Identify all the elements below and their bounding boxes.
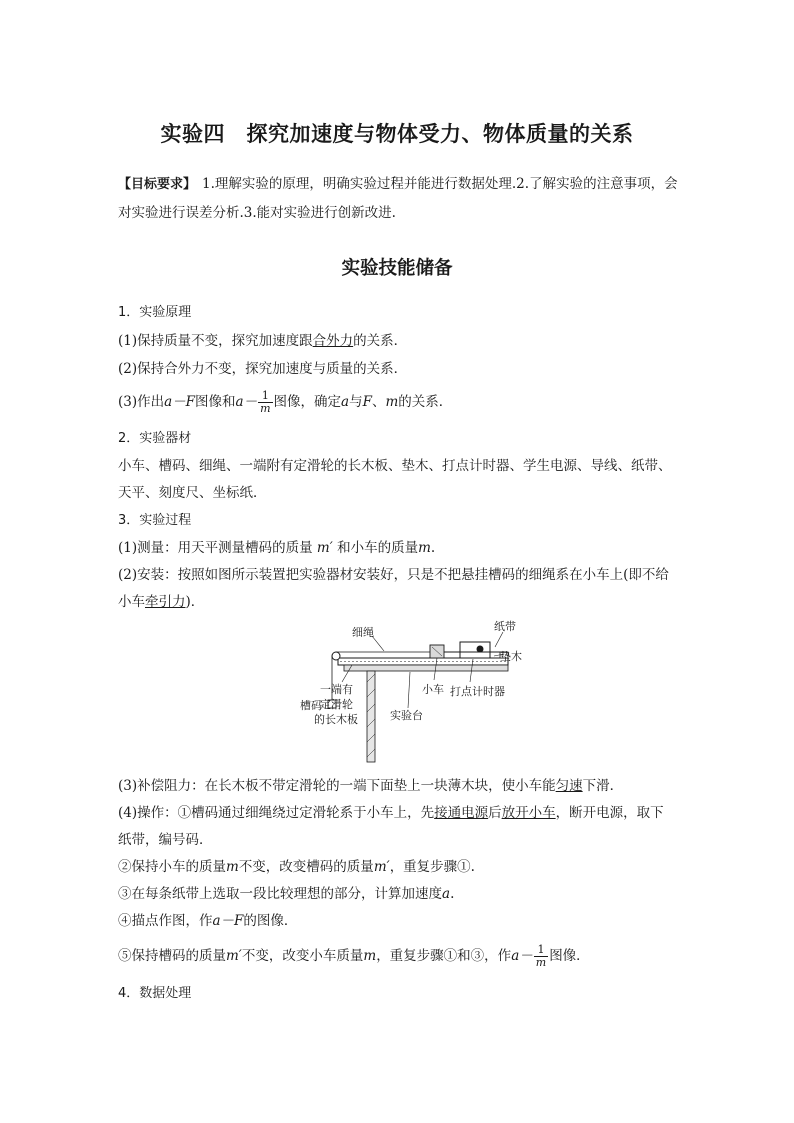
- section-title: 实验技能储备: [341, 258, 453, 279]
- goal-line-2: 对实验进行误差分析.3.能对实验进行创新改进.: [118, 205, 396, 221]
- table-leg: [367, 671, 375, 762]
- label-weight: 槽码: [300, 699, 322, 712]
- s3-p3: [118, 776, 684, 796]
- s3-p6: [118, 884, 684, 904]
- timer-dot: [477, 646, 484, 653]
- label-tape: 纸带: [494, 620, 516, 633]
- label-board-1: 一端有: [320, 683, 353, 696]
- s3-p4-underlined-1: 接通电源: [434, 805, 489, 821]
- s3-p4-text-b: 后: [488, 805, 502, 821]
- s3-p5: [118, 857, 684, 877]
- s1-p1-text-a: (1)保持质量不变，探究加速度跟: [118, 333, 313, 349]
- label-timer: 打点计时器: [450, 685, 505, 698]
- timer: [460, 642, 490, 658]
- s1-p1-underlined: 合外力: [312, 333, 354, 349]
- s3-p2-line-2: [118, 592, 684, 612]
- s3-p2-line-1: (2)安装：按照如图所示装置把实验器材安装好，只是不把悬挂槽码的细绳系在小车上(即不给: [118, 567, 669, 583]
- s3-p6-text-a: ③在每条纸带上选取一段比较理想的部分，计算加速度: [118, 886, 442, 902]
- s3-p5-text-c: ，重复步骤①.: [389, 859, 475, 875]
- long-board: [338, 658, 508, 665]
- s1-p3-text-d: 与: [349, 394, 363, 410]
- goal-tag: 【目标要求】: [118, 177, 197, 192]
- s3-p7-text-a: ④描点作图，作: [118, 913, 213, 929]
- s3-p5-text-a: ②保持小车的质量: [118, 859, 226, 875]
- s3-p7-expr-af: a－F: [212, 913, 244, 929]
- s3-heading: 3．实验过程: [118, 513, 192, 528]
- label-board-3: 的长木板: [314, 713, 358, 726]
- s3-p4-text-c: ，断开电源，取下: [555, 805, 664, 821]
- s3-p1-text-b: 和小车的质量: [337, 540, 419, 556]
- s1-p3-text-e: 、: [371, 394, 386, 410]
- s1-p3: [118, 388, 684, 416]
- fraction-numerator: 1: [258, 390, 272, 403]
- s1-p3-text-f: 的关系．: [398, 394, 453, 410]
- s3-p1-text-c: .: [430, 540, 436, 556]
- s3-p8-text-c: ，重复步骤①和③，作: [376, 948, 512, 964]
- s1-p3-text-b: 图像和: [195, 394, 236, 410]
- s1-p1: [118, 331, 684, 351]
- s3-p7-text-b: 的图像．: [243, 913, 298, 929]
- s3-p8-text-b: 不变，改变小车质量: [241, 948, 364, 964]
- s3-p1-var-m: m: [418, 540, 431, 556]
- s1-p3-var-m: m: [385, 394, 399, 410]
- s3-p1-text-a: (1)测量：用天平测量槽码的质量: [118, 540, 313, 556]
- s3-p4-underlined-2: 放开小车: [501, 805, 556, 821]
- s3-p3-underlined: 匀速: [555, 778, 583, 794]
- goal-line-1: 1.理解实验的原理，明确实验过程并能进行数据处理.2.了解实验的注意事项，会: [202, 176, 678, 192]
- s3-p5-var-m: m: [226, 859, 239, 875]
- s3-p6-var-a: a: [442, 886, 451, 902]
- s3-p8-expr-a: a－: [511, 948, 533, 964]
- s1-p3-expr-a: a－: [235, 394, 258, 410]
- s2-line-2: 天平、刻度尺、坐标纸．: [118, 485, 267, 501]
- lab-table-top: [344, 665, 508, 671]
- fraction-numerator: 1: [534, 944, 548, 957]
- s3-p8-text-d: 图像．: [549, 948, 590, 964]
- s3-p1: [118, 538, 684, 558]
- s3-p3-text-b: 下滑．: [582, 778, 624, 794]
- apparatus-diagram: [260, 612, 530, 770]
- s1-p3-var-a: a: [341, 394, 350, 410]
- s3-p4-line-1: [118, 803, 684, 823]
- s1-p2: (2)保持合外力不变，探究加速度与质量的关系．: [118, 361, 408, 377]
- s3-p8-text-a: ⑤保持槽码的质量: [118, 948, 226, 964]
- s1-p3-text-a: (3)作出: [118, 394, 165, 410]
- s3-p2-text-a: 小车: [118, 594, 145, 610]
- s3-p5-text-b: 不变，改变槽码的质量: [238, 859, 374, 875]
- label-rope: 细绳: [352, 626, 374, 639]
- page-title: 实验四 探究加速度与物体受力、物体质量的关系: [160, 122, 634, 146]
- s2-heading: 2．实验器材: [118, 431, 192, 446]
- s1-p3-fraction: [258, 390, 272, 415]
- s3-p8-fraction: [534, 944, 548, 969]
- fraction-denominator: m: [260, 402, 271, 415]
- label-table: 实验台: [390, 709, 423, 722]
- s3-p5-var-m-prime: m′: [373, 859, 390, 875]
- s3-p4-text-a: (4)操作：①槽码通过细绳绕过定滑轮系于小车上，先: [118, 805, 435, 821]
- s3-p2-underlined: 牵引力: [145, 594, 186, 610]
- s4-heading: 4．数据处理: [118, 986, 192, 1001]
- s3-p1-var-m-prime: m′: [316, 540, 333, 556]
- label-board-2: 定滑轮: [320, 698, 353, 711]
- label-cart: 小车: [422, 683, 444, 696]
- s1-p3-expr-af: a－F: [164, 394, 196, 410]
- s3-p8-var-m: m: [363, 948, 377, 964]
- s1-p3-text-c: 图像，确定: [273, 394, 342, 410]
- pulley: [332, 652, 340, 660]
- s3-p3-text-a: (3)补偿阻力：在长木板不带定滑轮的一端下面垫上一块薄木块，使小车能: [118, 778, 556, 794]
- fraction-denominator: m: [535, 956, 547, 969]
- s2-line-1: 小车、槽码、细绳、一端附有定滑轮的长木板、垫木、打点计时器、学生电源、导线、纸带、: [118, 458, 672, 474]
- s3-p4-line-2: 纸带，编号码．: [118, 832, 213, 848]
- s3-p7: [118, 911, 684, 931]
- s3-p8-var-m-prime: m′: [226, 948, 242, 964]
- s1-heading: 1．实验原理: [118, 305, 192, 320]
- label-pad: 垫木: [500, 650, 522, 663]
- s3-p2-text-b: )．: [185, 594, 205, 610]
- s3-p8: [118, 942, 684, 970]
- goal-paragraph: [118, 170, 684, 228]
- s1-p1-text-b: 的关系．: [353, 333, 408, 349]
- s1-p3-var-f: F: [362, 394, 372, 410]
- s3-p6-text-b: .: [450, 886, 455, 902]
